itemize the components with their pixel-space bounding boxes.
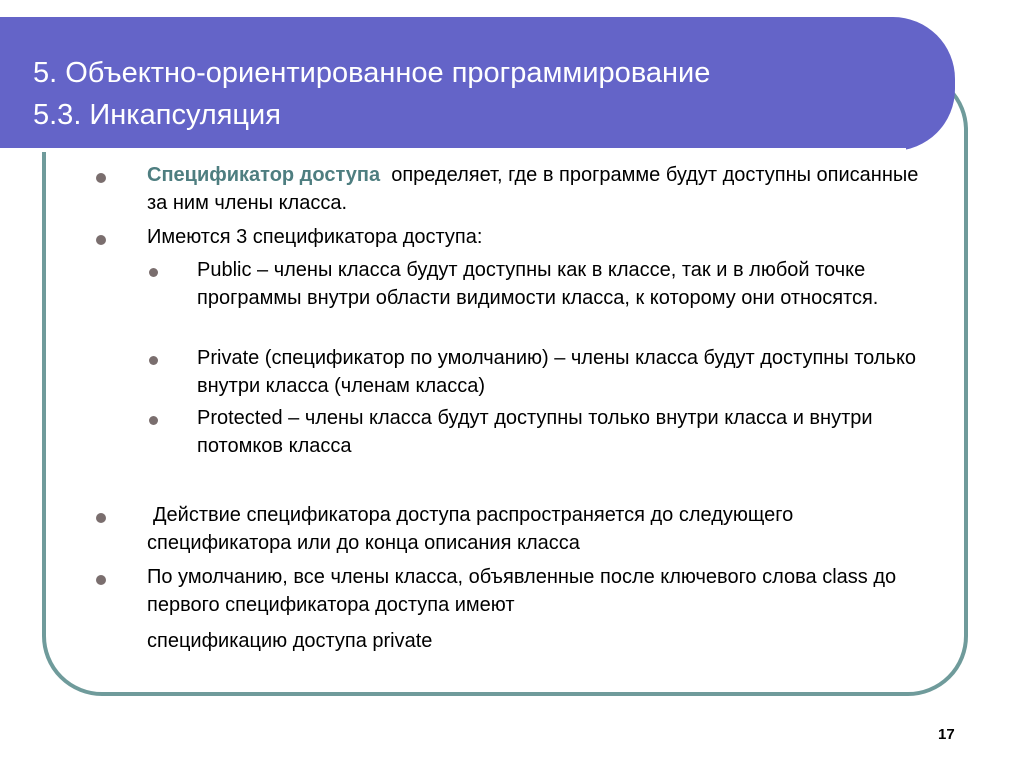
sub-list-item-text: Private (спецификатор по умолчанию) – члены класса будут доступны только внутри класса (членам класса): [197, 347, 917, 397]
keyword-access-specifier: Спецификатор доступа: [147, 164, 381, 186]
sub-list-item-text: Protected – члены класса будут доступны только внутри класса и внутри потомков класса: [197, 407, 873, 457]
page-number: 17: [938, 726, 955, 743]
bullet-dot: [96, 173, 106, 183]
title-line-1: 5. Объектно-ориентированное программирование: [33, 57, 711, 89]
list-item-continuation: [147, 627, 927, 655]
sub-list-item-text: Public – члены класса будут доступны как в классе, так и в любой точке программы внутри области видимости класса, к которому они относятся.: [197, 259, 879, 309]
sub-list-item: [197, 344, 937, 400]
sub-bullet-dot: [149, 416, 158, 425]
list-item: [147, 223, 927, 251]
bullet-dot: [96, 235, 106, 245]
list-item: [147, 161, 927, 217]
list-item: [147, 501, 847, 557]
sub-list-item: [197, 404, 957, 460]
sub-bullet-dot: [149, 356, 158, 365]
list-item-continuation-text: спецификацию доступа private: [147, 630, 433, 652]
list-item-text: По умолчанию, все члены класса, объявленные после ключевого слова class до первого спецификатора доступа имеют: [147, 566, 897, 616]
bullet-dot: [96, 575, 106, 585]
bullet-dot: [96, 513, 106, 523]
sub-list-item: [197, 256, 937, 312]
title-line-2: 5.3. Инкапсуляция: [33, 99, 281, 131]
sub-bullet-dot: [149, 268, 158, 277]
list-item-text: определяет, где в программе будут доступны описанные за ним члены класса.: [147, 164, 919, 214]
list-item-text: Действие спецификатора доступа распространяется до следующего спецификатора или до конца описания класса: [147, 504, 794, 554]
list-item: [147, 563, 947, 619]
list-item-text: Имеются 3 спецификатора доступа:: [147, 226, 483, 248]
